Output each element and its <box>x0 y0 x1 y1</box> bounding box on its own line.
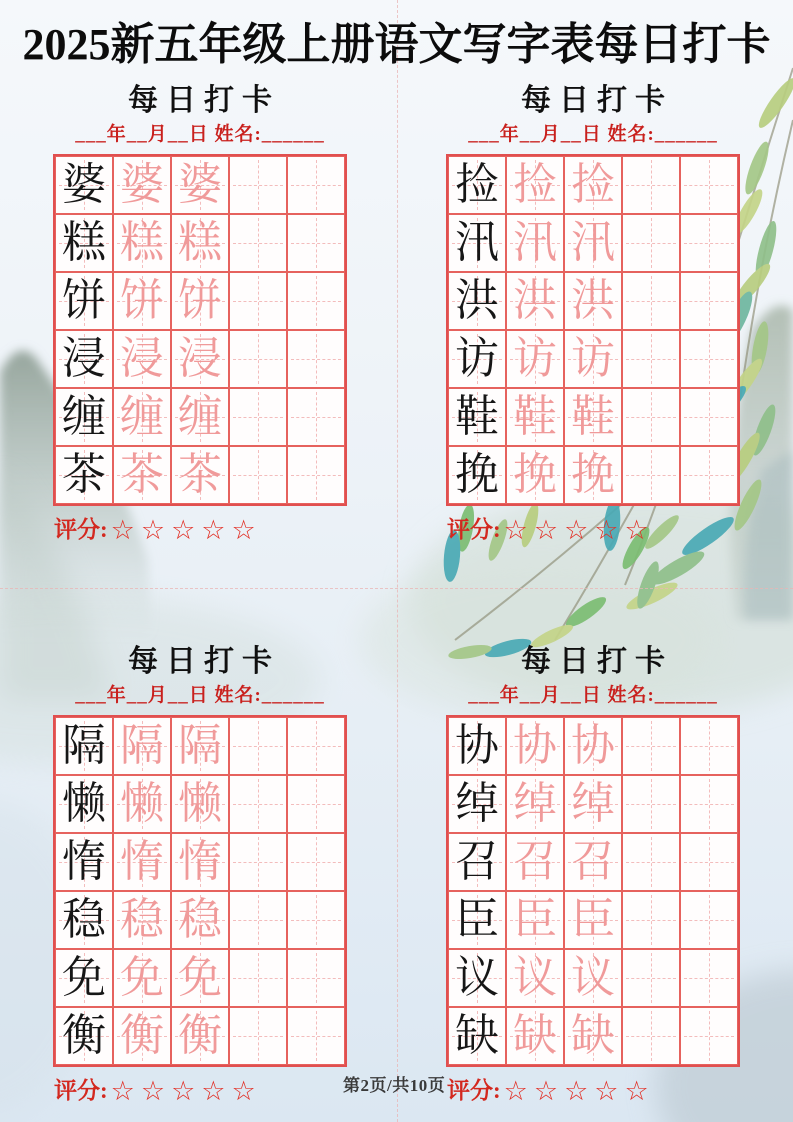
trace-character-cell <box>171 891 229 949</box>
model-character-cell <box>55 214 113 272</box>
empty-practice-cell <box>229 949 287 1007</box>
trace-character-cell <box>564 775 622 833</box>
trace-character-cell <box>506 833 564 891</box>
practice-card-bottom-left <box>44 643 356 1106</box>
empty-practice-cell <box>622 272 680 330</box>
trace-character: 召 <box>513 837 557 886</box>
model-character-cell <box>448 272 506 330</box>
trace-character-cell <box>113 775 171 833</box>
trace-character: 访 <box>513 334 557 383</box>
model-character: 汛 <box>455 218 499 267</box>
trace-character: 缠 <box>120 392 164 441</box>
practice-grid <box>446 715 740 1067</box>
empty-practice-cell <box>287 891 345 949</box>
trace-character-cell <box>506 156 564 214</box>
model-character: 免 <box>62 953 106 1002</box>
empty-practice-cell <box>229 330 287 388</box>
date-name-line: ___年__月__日 姓名:______ <box>75 124 325 145</box>
trace-character: 糕 <box>178 218 222 267</box>
trace-character: 鞋 <box>513 392 557 441</box>
model-character-cell <box>55 156 113 214</box>
trace-character: 缺 <box>513 1011 557 1060</box>
model-character: 缺 <box>455 1011 499 1060</box>
score-label: 评分: <box>54 1078 108 1103</box>
trace-character-cell <box>171 717 229 775</box>
empty-practice-cell <box>680 833 738 891</box>
trace-character-cell <box>564 156 622 214</box>
score-stars: ☆☆☆☆☆ <box>110 515 262 545</box>
empty-practice-cell <box>287 388 345 446</box>
empty-practice-cell <box>287 949 345 1007</box>
model-character: 捡 <box>455 160 499 209</box>
practice-grid <box>446 154 740 506</box>
practice-card-bottom-right <box>437 643 749 1106</box>
model-character-cell <box>448 775 506 833</box>
trace-character-cell <box>564 949 622 1007</box>
trace-character: 婆 <box>120 160 164 209</box>
trace-character: 隔 <box>178 721 222 770</box>
trace-character: 浸 <box>120 334 164 383</box>
trace-character-cell <box>113 717 171 775</box>
trace-character: 协 <box>513 721 557 770</box>
score-label: 评分: <box>447 517 501 542</box>
empty-practice-cell <box>229 272 287 330</box>
model-character-cell <box>448 833 506 891</box>
score-row <box>447 515 739 545</box>
score-row <box>447 1076 739 1106</box>
trace-character: 隔 <box>120 721 164 770</box>
model-character-cell <box>55 388 113 446</box>
empty-practice-cell <box>287 1007 345 1065</box>
trace-character: 免 <box>120 953 164 1002</box>
fold-line-horizontal <box>0 588 793 589</box>
trace-character-cell <box>506 446 564 504</box>
empty-practice-cell <box>680 717 738 775</box>
empty-practice-cell <box>287 833 345 891</box>
trace-character-cell <box>171 949 229 1007</box>
model-character: 饼 <box>62 276 106 325</box>
empty-practice-cell <box>229 891 287 949</box>
trace-character: 访 <box>571 334 615 383</box>
trace-character-cell <box>564 1007 622 1065</box>
trace-character: 缠 <box>178 392 222 441</box>
empty-practice-cell <box>622 330 680 388</box>
trace-character-cell <box>171 446 229 504</box>
trace-character-cell <box>506 214 564 272</box>
trace-character: 臣 <box>571 895 615 944</box>
trace-character: 挽 <box>513 450 557 499</box>
empty-practice-cell <box>287 330 345 388</box>
date-name-line: ___年__月__日 姓名:______ <box>468 124 718 145</box>
model-character-cell <box>55 833 113 891</box>
trace-character: 捡 <box>513 160 557 209</box>
model-character: 婆 <box>62 160 106 209</box>
model-character: 议 <box>455 953 499 1002</box>
score-row <box>54 515 346 545</box>
empty-practice-cell <box>622 446 680 504</box>
trace-character: 惰 <box>120 837 164 886</box>
trace-character-cell <box>113 330 171 388</box>
trace-character-cell <box>506 949 564 1007</box>
model-character: 洪 <box>455 276 499 325</box>
empty-practice-cell <box>622 156 680 214</box>
trace-character: 协 <box>571 721 615 770</box>
trace-character: 召 <box>571 837 615 886</box>
empty-practice-cell <box>287 272 345 330</box>
model-character: 惰 <box>62 837 106 886</box>
card-title: 每日打卡 <box>521 84 673 117</box>
trace-character: 稳 <box>120 895 164 944</box>
empty-practice-cell <box>680 388 738 446</box>
fold-line-vertical <box>397 0 398 1122</box>
score-stars: ☆☆☆☆☆ <box>503 515 655 545</box>
trace-character-cell <box>113 1007 171 1065</box>
practice-grid <box>53 154 347 506</box>
trace-character-cell <box>564 388 622 446</box>
model-character-cell <box>55 949 113 1007</box>
model-character-cell <box>55 1007 113 1065</box>
empty-practice-cell <box>680 330 738 388</box>
trace-character: 衡 <box>120 1011 164 1060</box>
date-name-line: ___年__月__日 姓名:______ <box>75 685 325 706</box>
trace-character: 糕 <box>120 218 164 267</box>
empty-practice-cell <box>622 949 680 1007</box>
trace-character: 绰 <box>513 779 557 828</box>
empty-practice-cell <box>680 949 738 1007</box>
empty-practice-cell <box>680 272 738 330</box>
empty-practice-cell <box>680 775 738 833</box>
empty-practice-cell <box>622 388 680 446</box>
model-character: 挽 <box>455 450 499 499</box>
trace-character-cell <box>506 1007 564 1065</box>
empty-practice-cell <box>229 446 287 504</box>
trace-character-cell <box>171 775 229 833</box>
empty-practice-cell <box>287 156 345 214</box>
model-character: 访 <box>455 334 499 383</box>
trace-character: 稳 <box>178 895 222 944</box>
trace-character-cell <box>113 891 171 949</box>
trace-character-cell <box>564 891 622 949</box>
score-label: 评分: <box>447 1078 501 1103</box>
model-character: 隔 <box>62 721 106 770</box>
practice-card-top-right <box>437 82 749 545</box>
score-label: 评分: <box>54 517 108 542</box>
trace-character: 挽 <box>571 450 615 499</box>
page-title: 2025新五年级上册语文写字表每日打卡 <box>22 20 771 69</box>
date-name-line: ___年__月__日 姓名:______ <box>468 685 718 706</box>
model-character: 鞋 <box>455 392 499 441</box>
model-character-cell <box>55 446 113 504</box>
trace-character: 缺 <box>571 1011 615 1060</box>
model-character-cell <box>55 775 113 833</box>
trace-character-cell <box>564 330 622 388</box>
model-character-cell <box>448 330 506 388</box>
trace-character: 衡 <box>178 1011 222 1060</box>
empty-practice-cell <box>287 446 345 504</box>
trace-character-cell <box>113 446 171 504</box>
trace-character-cell <box>171 833 229 891</box>
trace-character: 饼 <box>178 276 222 325</box>
model-character-cell <box>448 388 506 446</box>
trace-character-cell <box>113 388 171 446</box>
model-character-cell <box>448 1007 506 1065</box>
practice-card-top-left <box>44 82 356 545</box>
score-stars: ☆☆☆☆☆ <box>503 1076 655 1106</box>
trace-character: 议 <box>513 953 557 1002</box>
trace-character-cell <box>113 833 171 891</box>
empty-practice-cell <box>229 214 287 272</box>
model-character: 臣 <box>455 895 499 944</box>
trace-character: 洪 <box>571 276 615 325</box>
model-character: 浸 <box>62 334 106 383</box>
model-character-cell <box>448 717 506 775</box>
trace-character: 汛 <box>571 218 615 267</box>
model-character-cell <box>448 949 506 1007</box>
empty-practice-cell <box>680 1007 738 1065</box>
model-character: 缠 <box>62 392 106 441</box>
trace-character: 捡 <box>571 160 615 209</box>
trace-character: 绰 <box>571 779 615 828</box>
empty-practice-cell <box>229 833 287 891</box>
trace-character-cell <box>564 446 622 504</box>
trace-character: 婆 <box>178 160 222 209</box>
model-character: 糕 <box>62 218 106 267</box>
score-stars: ☆☆☆☆☆ <box>110 1076 262 1106</box>
model-character-cell <box>55 272 113 330</box>
model-character: 稳 <box>62 895 106 944</box>
model-character: 协 <box>455 721 499 770</box>
empty-practice-cell <box>622 717 680 775</box>
empty-practice-cell <box>622 775 680 833</box>
model-character: 召 <box>455 837 499 886</box>
trace-character: 汛 <box>513 218 557 267</box>
empty-practice-cell <box>622 891 680 949</box>
empty-practice-cell <box>680 891 738 949</box>
model-character-cell <box>55 891 113 949</box>
score-row <box>54 1076 346 1106</box>
card-title: 每日打卡 <box>128 645 280 678</box>
model-character: 懒 <box>62 779 106 828</box>
trace-character-cell <box>171 272 229 330</box>
model-character: 绰 <box>455 779 499 828</box>
empty-practice-cell <box>229 775 287 833</box>
empty-practice-cell <box>229 1007 287 1065</box>
model-character-cell <box>55 717 113 775</box>
trace-character: 茶 <box>178 450 222 499</box>
model-character-cell <box>55 330 113 388</box>
trace-character-cell <box>506 388 564 446</box>
card-title: 每日打卡 <box>521 645 673 678</box>
trace-character: 惰 <box>178 837 222 886</box>
model-character-cell <box>448 214 506 272</box>
page-number: 第2页/共10页 <box>343 1076 446 1095</box>
trace-character-cell <box>171 1007 229 1065</box>
card-title: 每日打卡 <box>128 84 280 117</box>
trace-character: 懒 <box>178 779 222 828</box>
empty-practice-cell <box>622 214 680 272</box>
trace-character-cell <box>506 330 564 388</box>
model-character-cell <box>448 446 506 504</box>
trace-character-cell <box>564 272 622 330</box>
empty-practice-cell <box>287 775 345 833</box>
trace-character: 鞋 <box>571 392 615 441</box>
empty-practice-cell <box>680 214 738 272</box>
trace-character-cell <box>171 388 229 446</box>
trace-character-cell <box>506 272 564 330</box>
trace-character-cell <box>113 949 171 1007</box>
trace-character: 茶 <box>120 450 164 499</box>
trace-character-cell <box>171 156 229 214</box>
trace-character: 免 <box>178 953 222 1002</box>
empty-practice-cell <box>229 388 287 446</box>
practice-grid <box>53 715 347 1067</box>
empty-practice-cell <box>680 446 738 504</box>
empty-practice-cell <box>287 717 345 775</box>
trace-character-cell <box>171 330 229 388</box>
empty-practice-cell <box>229 156 287 214</box>
empty-practice-cell <box>680 156 738 214</box>
empty-practice-cell <box>229 717 287 775</box>
trace-character-cell <box>113 214 171 272</box>
trace-character-cell <box>564 214 622 272</box>
trace-character-cell <box>171 214 229 272</box>
model-character: 茶 <box>62 450 106 499</box>
trace-character-cell <box>564 833 622 891</box>
model-character-cell <box>448 156 506 214</box>
empty-practice-cell <box>287 214 345 272</box>
empty-practice-cell <box>622 833 680 891</box>
trace-character-cell <box>506 775 564 833</box>
trace-character: 议 <box>571 953 615 1002</box>
trace-character: 洪 <box>513 276 557 325</box>
trace-character-cell <box>113 272 171 330</box>
empty-practice-cell <box>622 1007 680 1065</box>
trace-character-cell <box>564 717 622 775</box>
trace-character-cell <box>506 717 564 775</box>
trace-character-cell <box>506 891 564 949</box>
model-character: 衡 <box>62 1011 106 1060</box>
trace-character: 饼 <box>120 276 164 325</box>
trace-character: 臣 <box>513 895 557 944</box>
trace-character-cell <box>113 156 171 214</box>
model-character-cell <box>448 891 506 949</box>
trace-character: 懒 <box>120 779 164 828</box>
trace-character: 浸 <box>178 334 222 383</box>
